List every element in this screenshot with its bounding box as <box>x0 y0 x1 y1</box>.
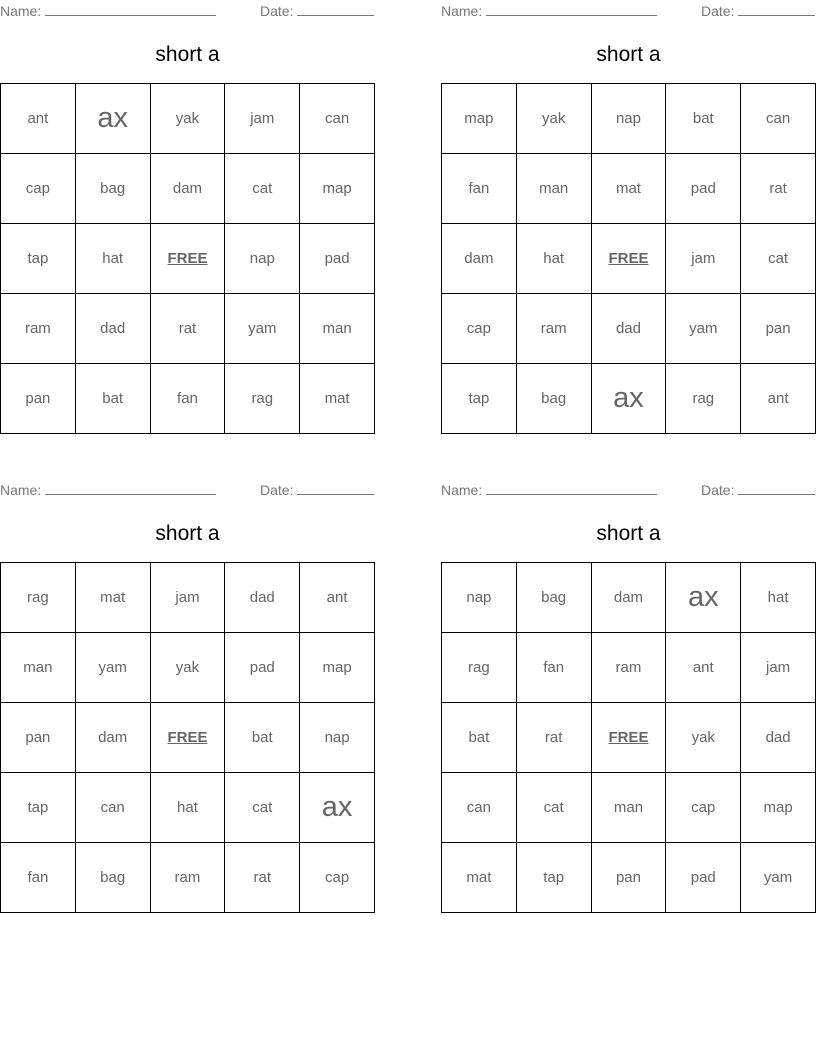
date-blank-line <box>738 482 815 495</box>
bingo-row <box>442 703 816 773</box>
word-cell: ram <box>591 633 666 703</box>
word-cell: dam <box>75 703 150 773</box>
word-cell: pad <box>300 224 375 294</box>
word-cell: nap <box>300 703 375 773</box>
word-cell: can <box>300 84 375 154</box>
name-field <box>441 3 657 19</box>
word-cell: tap <box>1 773 76 843</box>
word-cell: jam <box>741 633 816 703</box>
word-cell: mat <box>591 154 666 224</box>
word-cell: cap <box>442 294 517 364</box>
card-title: short a <box>155 43 220 66</box>
word-cell: dam <box>442 224 517 294</box>
card-title: short a <box>596 522 661 545</box>
word-cell: bat <box>75 364 150 434</box>
word-cell: can <box>75 773 150 843</box>
date-field <box>260 3 374 19</box>
bingo-card <box>441 0 816 414</box>
name-field <box>0 482 216 498</box>
name-label: Name: <box>0 482 42 498</box>
word-cell: ax <box>75 84 150 154</box>
word-cell: man <box>516 154 591 224</box>
word-cell: mat <box>300 364 375 434</box>
bingo-card <box>441 479 816 886</box>
word-cell: can <box>741 84 816 154</box>
bingo-row <box>1 703 375 773</box>
word-cell: jam <box>225 84 300 154</box>
word-cell: rag <box>442 633 517 703</box>
free-space-cell: FREE <box>150 703 225 773</box>
free-space-cell: FREE <box>591 224 666 294</box>
word-cell: jam <box>666 224 741 294</box>
word-cell: ant <box>300 563 375 633</box>
word-cell: jam <box>150 563 225 633</box>
word-cell: cat <box>225 773 300 843</box>
word-cell: yam <box>225 294 300 364</box>
word-cell: hat <box>741 563 816 633</box>
word-cell: nap <box>442 563 517 633</box>
word-cell: cat <box>741 224 816 294</box>
word-cell: mat <box>442 843 517 913</box>
word-cell: pad <box>666 154 741 224</box>
word-cell: man <box>591 773 666 843</box>
name-blank-line <box>486 3 657 16</box>
bingo-row <box>1 154 375 224</box>
word-cell: fan <box>150 364 225 434</box>
word-cell: map <box>741 773 816 843</box>
word-cell: cap <box>666 773 741 843</box>
word-cell: yam <box>666 294 741 364</box>
word-cell: cap <box>300 843 375 913</box>
date-blank-line <box>738 3 815 16</box>
card-header <box>441 0 816 20</box>
bingo-row <box>1 84 375 154</box>
word-cell: map <box>300 633 375 703</box>
word-cell: rat <box>150 294 225 364</box>
bingo-row <box>442 633 816 703</box>
word-cell: mat <box>75 563 150 633</box>
word-cell: bag <box>516 563 591 633</box>
bingo-row <box>1 364 375 434</box>
word-cell: cap <box>1 154 76 224</box>
name-blank-line <box>45 3 216 16</box>
date-field <box>701 482 815 498</box>
word-cell: dad <box>591 294 666 364</box>
word-cell: pan <box>1 364 76 434</box>
word-cell: dad <box>225 563 300 633</box>
word-cell: hat <box>516 224 591 294</box>
word-cell: can <box>442 773 517 843</box>
bingo-row <box>442 563 816 633</box>
card-title: short a <box>596 43 661 66</box>
word-cell: fan <box>1 843 76 913</box>
name-label: Name: <box>0 3 42 19</box>
word-cell: ant <box>666 633 741 703</box>
word-cell: yak <box>150 633 225 703</box>
bingo-grid <box>441 562 816 913</box>
word-cell: bat <box>666 84 741 154</box>
word-cell: rat <box>516 703 591 773</box>
word-cell: nap <box>591 84 666 154</box>
bingo-row <box>442 224 816 294</box>
word-cell: ant <box>1 84 76 154</box>
word-cell: dam <box>150 154 225 224</box>
word-cell: cat <box>225 154 300 224</box>
card-title: short a <box>155 522 220 545</box>
bingo-card <box>0 479 375 886</box>
word-cell: fan <box>516 633 591 703</box>
word-cell: yam <box>741 843 816 913</box>
word-cell: yak <box>666 703 741 773</box>
date-label: Date: <box>701 482 735 498</box>
bingo-card <box>0 0 375 407</box>
bingo-row <box>1 773 375 843</box>
word-cell: cat <box>516 773 591 843</box>
date-label: Date: <box>701 3 735 19</box>
free-space-cell: FREE <box>150 224 225 294</box>
word-cell: pad <box>225 633 300 703</box>
bingo-row <box>1 633 375 703</box>
bingo-row <box>442 154 816 224</box>
word-cell: rag <box>1 563 76 633</box>
word-cell: ax <box>300 773 375 843</box>
word-cell: ax <box>666 563 741 633</box>
date-label: Date: <box>260 3 294 19</box>
card-header <box>0 479 375 499</box>
word-cell: tap <box>1 224 76 294</box>
name-field <box>0 3 216 19</box>
word-cell: man <box>300 294 375 364</box>
word-cell: pan <box>1 703 76 773</box>
word-cell: ant <box>741 364 816 434</box>
bingo-row <box>442 294 816 364</box>
name-field <box>441 482 657 498</box>
date-blank-line <box>297 482 374 495</box>
bingo-row <box>1 843 375 913</box>
word-cell: map <box>300 154 375 224</box>
word-cell: rag <box>225 364 300 434</box>
word-cell: man <box>1 633 76 703</box>
free-space-cell: FREE <box>591 703 666 773</box>
word-cell: rat <box>225 843 300 913</box>
word-cell: ram <box>150 843 225 913</box>
bingo-row <box>442 364 816 434</box>
bingo-row <box>442 773 816 843</box>
date-field <box>260 482 374 498</box>
bingo-row <box>1 563 375 633</box>
bingo-grid <box>0 562 375 913</box>
bingo-row <box>1 294 375 364</box>
word-cell: rag <box>666 364 741 434</box>
name-label: Name: <box>441 482 483 498</box>
name-blank-line <box>486 482 657 495</box>
word-cell: tap <box>442 364 517 434</box>
word-cell: map <box>442 84 517 154</box>
card-header <box>0 0 375 20</box>
word-cell: pan <box>591 843 666 913</box>
word-cell: ram <box>516 294 591 364</box>
word-cell: yak <box>516 84 591 154</box>
word-cell: pad <box>666 843 741 913</box>
word-cell: bag <box>75 154 150 224</box>
word-cell: bag <box>75 843 150 913</box>
word-cell: bat <box>442 703 517 773</box>
word-cell: nap <box>225 224 300 294</box>
word-cell: bat <box>225 703 300 773</box>
word-cell: hat <box>150 773 225 843</box>
date-label: Date: <box>260 482 294 498</box>
name-label: Name: <box>441 3 483 19</box>
word-cell: dad <box>75 294 150 364</box>
bingo-grid <box>441 83 816 434</box>
bingo-row <box>1 224 375 294</box>
card-header <box>441 479 816 499</box>
date-blank-line <box>297 3 374 16</box>
word-cell: ax <box>591 364 666 434</box>
word-cell: ram <box>1 294 76 364</box>
word-cell: yam <box>75 633 150 703</box>
word-cell: fan <box>442 154 517 224</box>
word-cell: hat <box>75 224 150 294</box>
bingo-grid <box>0 83 375 434</box>
word-cell: yak <box>150 84 225 154</box>
date-field <box>701 3 815 19</box>
word-cell: dam <box>591 563 666 633</box>
word-cell: dad <box>741 703 816 773</box>
word-cell: rat <box>741 154 816 224</box>
bingo-row <box>442 843 816 913</box>
word-cell: bag <box>516 364 591 434</box>
word-cell: tap <box>516 843 591 913</box>
bingo-row <box>442 84 816 154</box>
word-cell: pan <box>741 294 816 364</box>
name-blank-line <box>45 482 216 495</box>
